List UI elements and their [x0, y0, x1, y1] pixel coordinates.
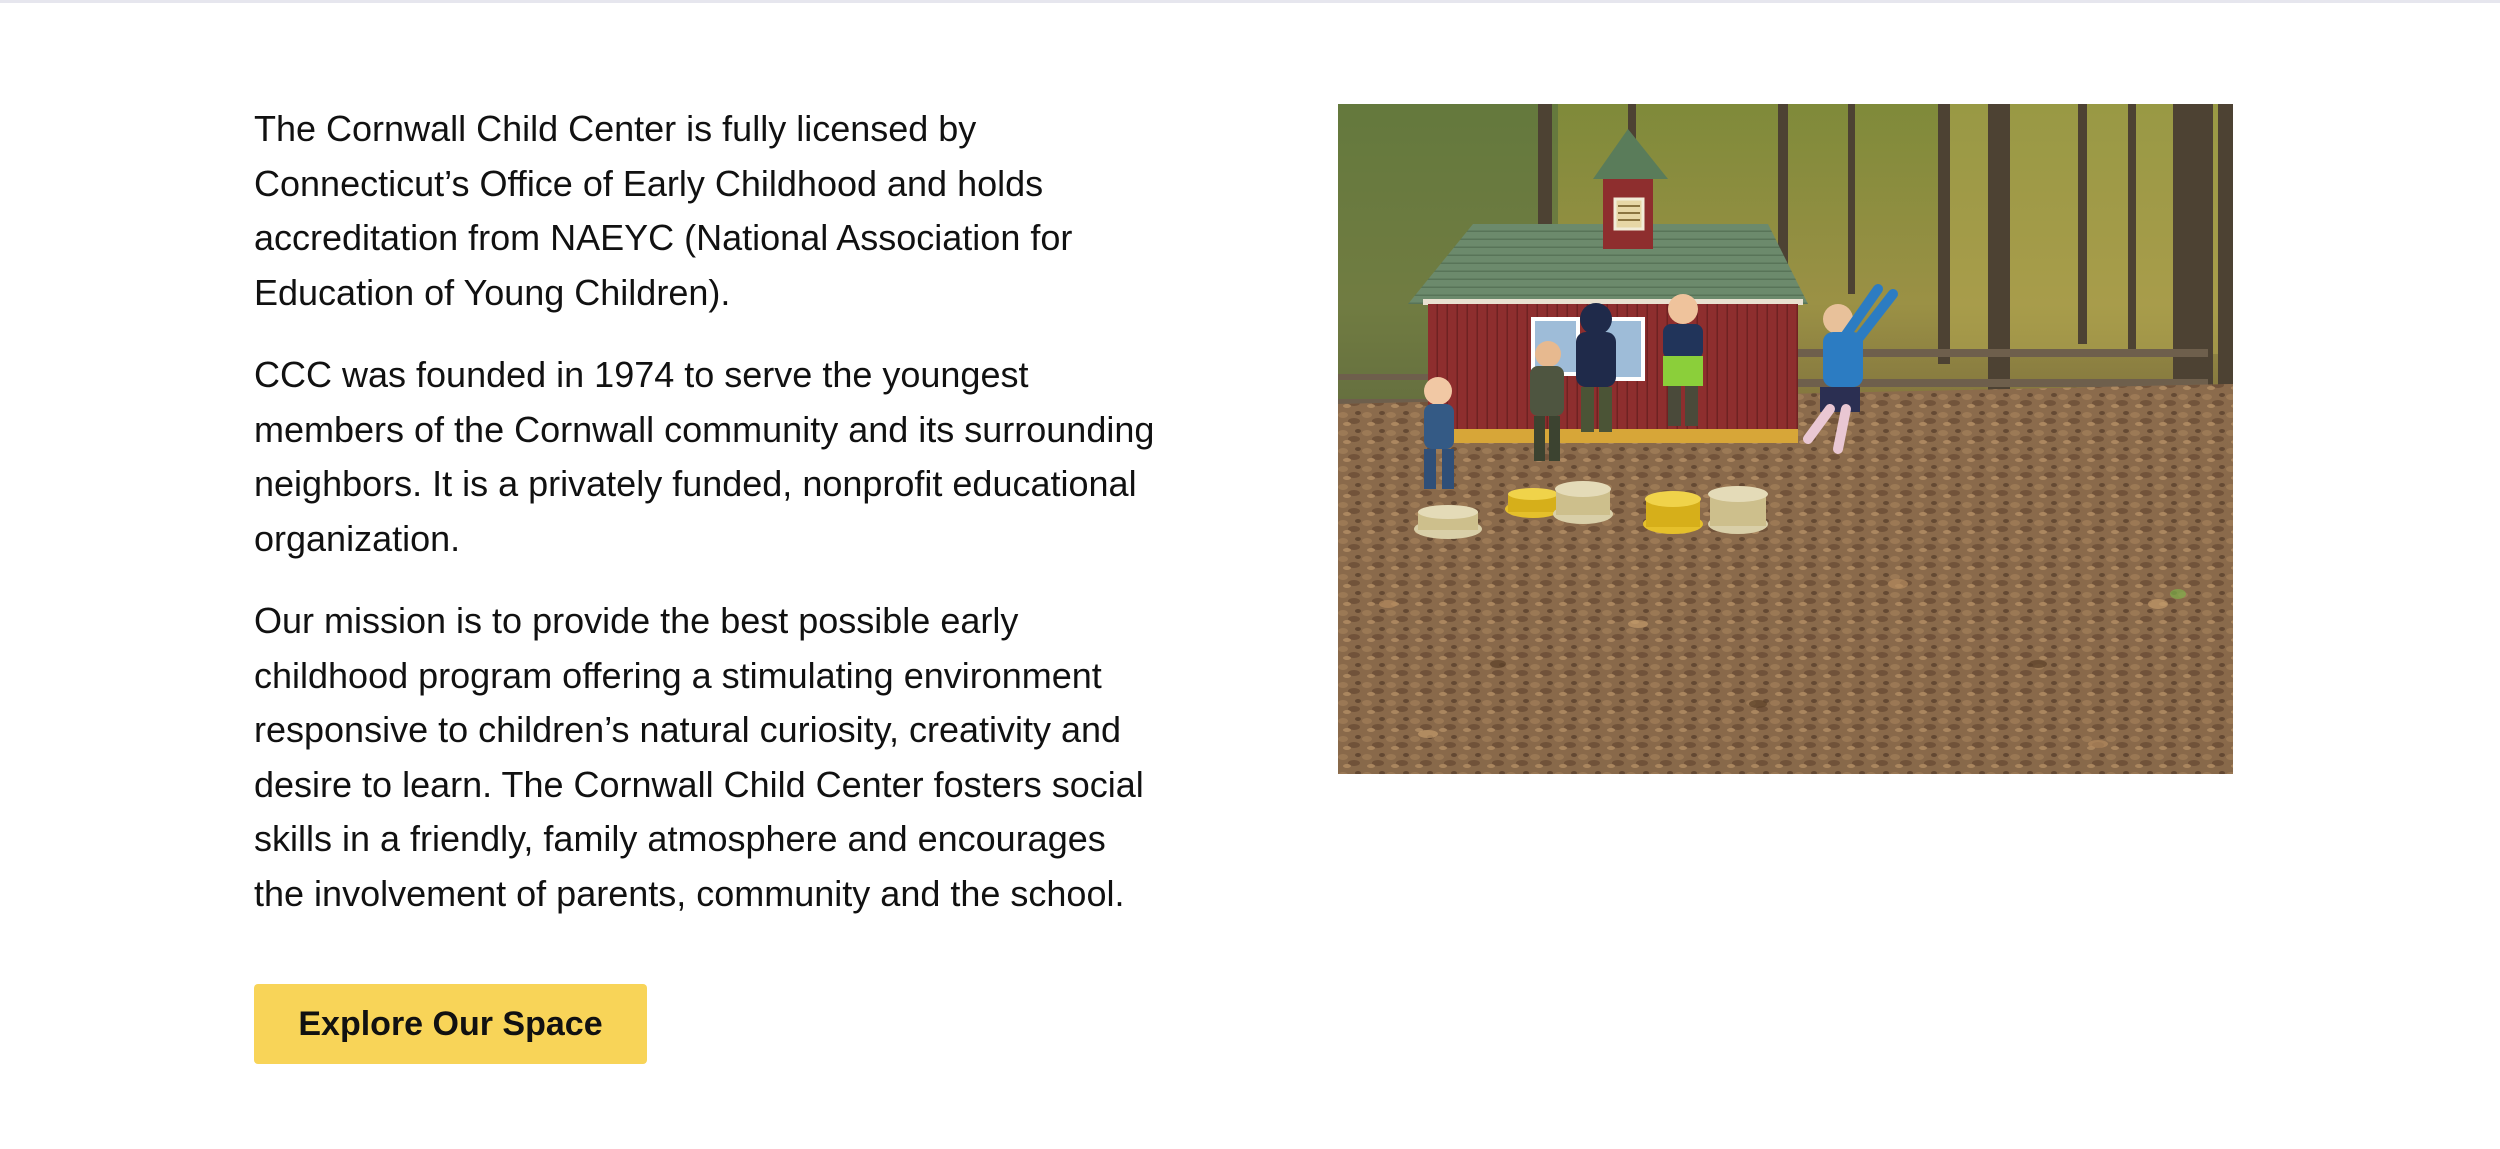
- explore-our-space-button[interactable]: Explore Our Space: [254, 984, 647, 1064]
- about-section: [254, 102, 1164, 949]
- playground-photo: [1338, 104, 2233, 774]
- licensing-paragraph: The Cornwall Child Center is fully licensed by Connecticut’s Office of Early Childhood and holds accreditation from NAEYC (National Association for Education of Young Children).: [254, 108, 1073, 313]
- mission-paragraph: Our mission is to provide the best possible early childhood program offering a stimulating environment responsive to children’s natural curiosity, creativity and desire to learn. The Cornwall Child Center fosters social skills in a friendly, family atmosphere and encourages the involvement of parents, community and the school.: [254, 600, 1144, 914]
- top-divider: [0, 0, 2500, 3]
- history-paragraph: CCC was founded in 1974 to serve the youngest members of the Cornwall community and its surrounding neighbors. It is a privately funded, nonprofit educational organization.: [254, 354, 1155, 559]
